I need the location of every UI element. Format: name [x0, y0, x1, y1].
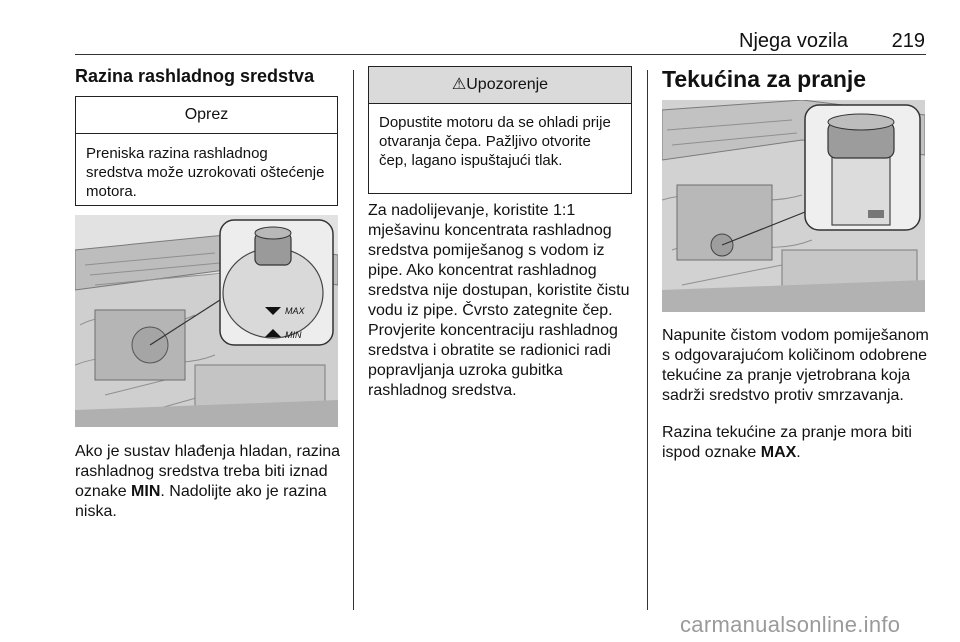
page-number: 219	[891, 30, 925, 52]
washer-fill-paragraph: Napunite čistom vodom pomiješanom s odgovarajućom količinom odobrene tekućine za pranje vjetrobrana koja sadrži sredstvo protiv smrzavanja.	[662, 327, 929, 404]
coolant-reservoir-figure	[75, 215, 338, 427]
washer-level-paragraph	[662, 423, 930, 463]
refill-instructions-paragraph: Za nadolijevanje, koristite 1:1 mješavinu koncentrata rashladnog sredstva pomiješanog s vodom iz pipe. Ako koncentrat rashladnog sredstva nije dostupan, koristite čistu vodu iz pipe. Čvrsto zategnite čep. Provjerite koncentraciju rashladnog sredstva i obratite se radionici radi popravljanja uzroka gubitka rashladnog sredstva.	[368, 202, 630, 399]
running-header-title: Njega vozila	[739, 30, 848, 52]
coolant-section-title: Razina rashladnog sredstva	[75, 66, 315, 86]
caution-title: Oprez	[76, 97, 337, 134]
max-marking: MAX	[285, 306, 305, 316]
column-divider-1	[353, 70, 354, 610]
coolant-level-text-start: Ako je sustav hlađenja hladan, razina rashladnog sredstva treba biti iznad oznake	[75, 443, 341, 500]
watermark-text: carmanualsonline.info	[680, 612, 901, 637]
washer-level-text-end: .	[796, 444, 801, 461]
warning-box	[368, 66, 632, 194]
min-mark-label: MIN	[131, 483, 161, 500]
coolant-level-text-end: . Nadolijte ako je razina niska.	[75, 483, 327, 520]
washer-reservoir-illustration	[662, 100, 925, 312]
warning-text: Dopustite motoru da se ohladi prije otvaranja čepa. Pažljivo otvorite čep, lagano ispuštajući tlak.	[379, 114, 611, 169]
warning-header	[369, 67, 631, 104]
warning-icon: ⚠	[451, 76, 467, 93]
coolant-level-paragraph	[75, 442, 343, 522]
caution-text: Preniska razina rashladnog sredstva može uzrokovati oštećenje motora.	[86, 145, 325, 200]
washer-fluid-section-title: Tekućina za pranje	[662, 66, 867, 92]
coolant-reservoir-illustration	[75, 215, 338, 427]
washer-reservoir-figure	[662, 100, 925, 312]
max-mark-label: MAX	[760, 444, 797, 461]
washer-level-text-start: Razina tekućine za pranje mora biti ispod oznake	[662, 424, 912, 461]
header-rule	[75, 54, 926, 55]
warning-title: Upozorenje	[466, 76, 549, 93]
min-marking: MIN	[285, 330, 302, 340]
column-divider-2	[647, 70, 648, 610]
caution-box	[75, 96, 338, 206]
